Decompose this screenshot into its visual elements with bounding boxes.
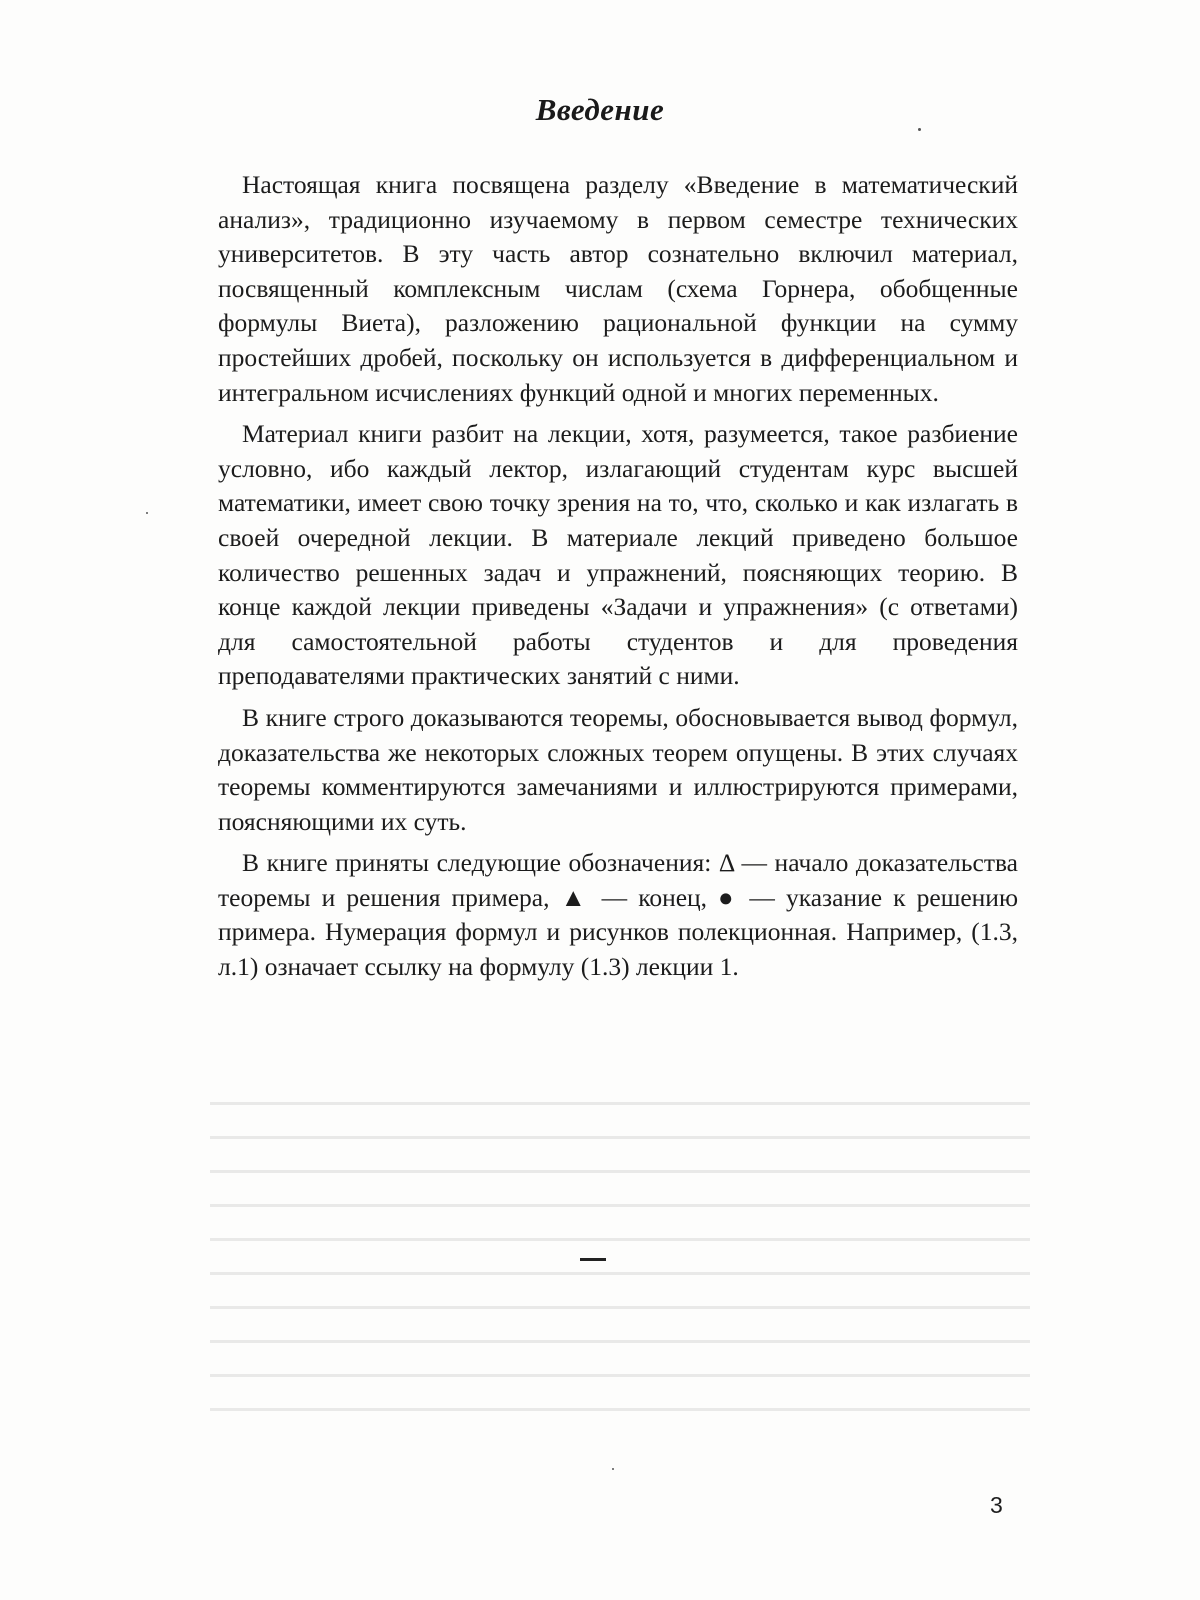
dash-mark bbox=[580, 1258, 606, 1261]
paragraph: В книге строго доказываются теоремы, обосновывается вывод формул, доказательства же некоторых сложных теорем опущены. В этих случаях теоремы комментируются замечаниями и иллюстрируются примерами, поясняющими их суть. bbox=[218, 702, 1018, 836]
bleed-through-text bbox=[210, 1080, 1030, 1420]
page-number: 3 bbox=[990, 1492, 1003, 1518]
paragraph: Настоящая книга посвящена разделу «Введение в математический анализ», традиционно изучаемому в первом семестре технических университетов. В эту часть автор сознательно включил материал, посвященный комплексным числам (схема Горнера, обобщенные формулы Виета), разложению рациональной функции на сумму простейших дробей, поскольку он используется в дифференциальном и интегральном исчислениях функций одной и многих переменных. bbox=[218, 170, 1018, 407]
page-title: Введение bbox=[535, 92, 665, 127]
paragraph: Материал книги разбит на лекции, хотя, разумеется, такое разбиение условно, ибо каждый лектор, излагающий студентам курс высшей математики, имеет свою точку зрения на то, что, сколько и как излагать в своей очередной лекции. В материале лекций приведено большое количество решенных задач и упражнений, поясняющих теорию. В конце каждой лекции приведены «Задачи и упражнения» (с ответами) для самостоятельной работы студентов и для проведения преподавателями практических занятий с ними. bbox=[218, 419, 1018, 691]
dust-speck bbox=[612, 1468, 614, 1470]
dust-speck bbox=[918, 128, 921, 131]
paragraph: В книге приняты следующие обозначения: Δ — начало доказательства теоремы и решения примера, ▲ — конец, ● — указание к решению примера. Нумерация формул и рисунков полекционная. Например, (1.3, л.1) означает ссылку на формулу (1.3) лекции 1. bbox=[218, 848, 1018, 982]
dust-speck bbox=[146, 512, 148, 514]
body-text bbox=[218, 168, 1018, 992]
